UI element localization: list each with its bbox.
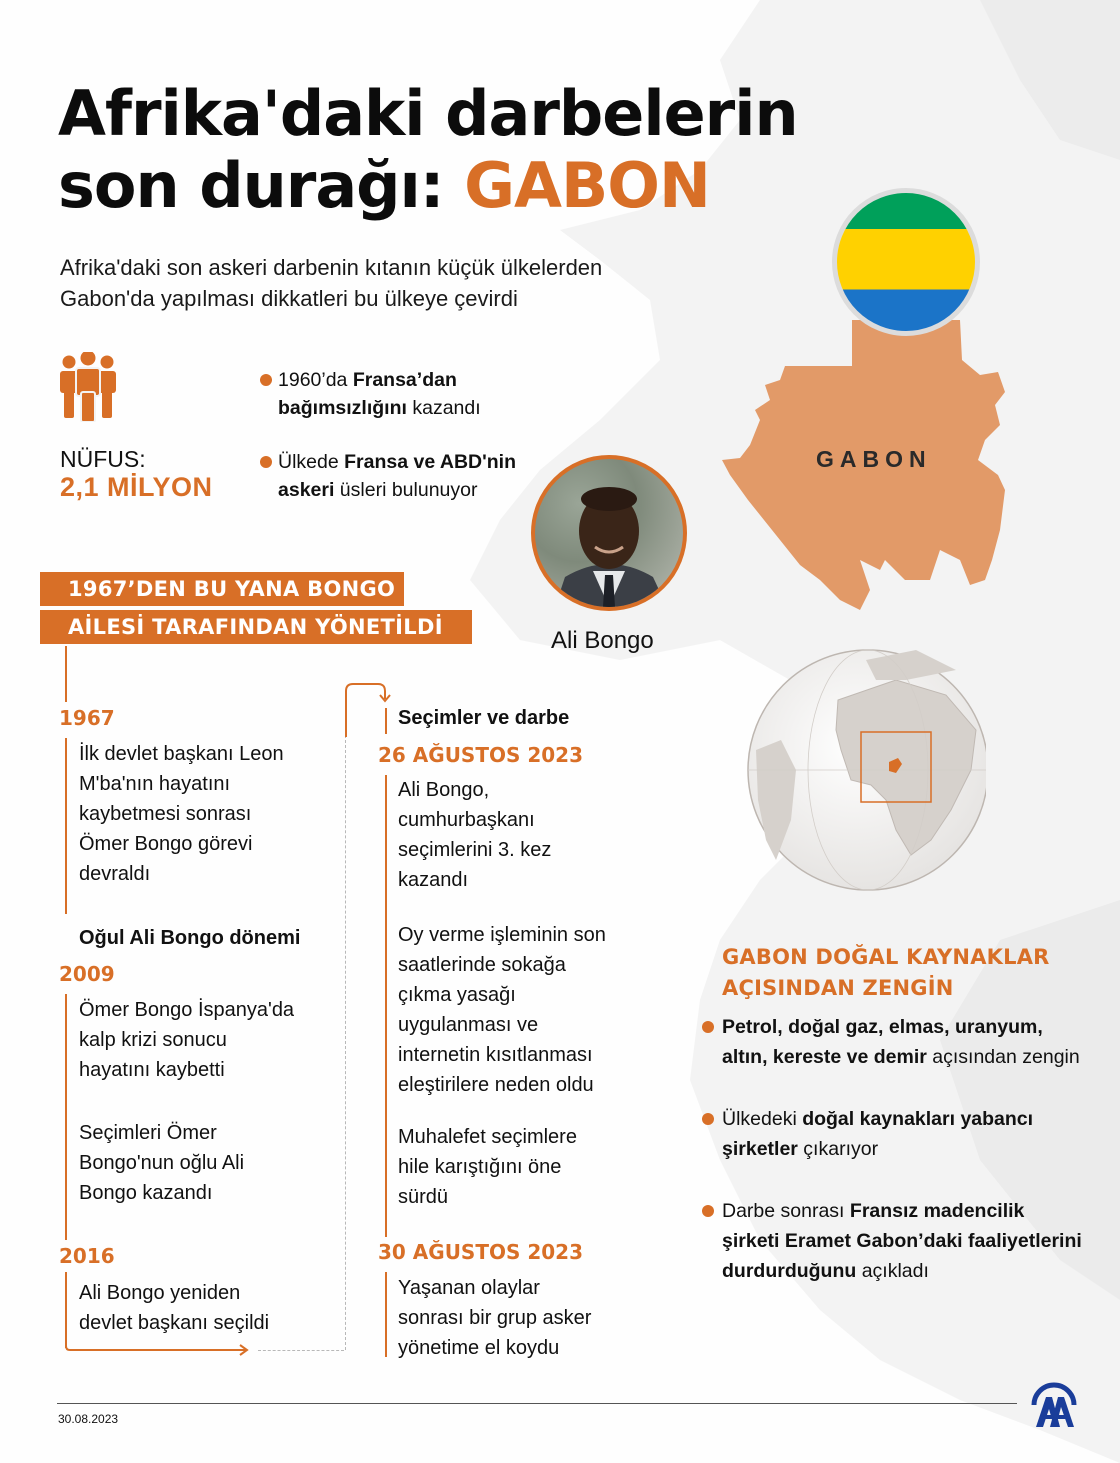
event-2009-b: Seçimleri Ömer Bongo'nun oğlu Ali Bongo kazandı <box>79 1122 245 1204</box>
year-2009: 2009 <box>59 962 115 986</box>
timeline-line <box>65 994 67 1240</box>
population-label: NÜFUS: <box>60 446 146 472</box>
event-30-aug: Yaşanan olaylar sonrası bir grup asker yönetime el koydu <box>398 1277 592 1359</box>
event-26-aug-a: Ali Bongo, cumhurbaşkanı seçimlerini 3. kez kazandı <box>398 779 552 891</box>
resource-item: Ülkedeki doğal kaynakları yabancı şirketler çıkarıyor <box>702 1104 1082 1164</box>
ali-bongo-portrait <box>531 455 687 611</box>
footer-date: 30.08.2023 <box>58 1412 119 1426</box>
aa-logo-icon <box>1030 1379 1078 1429</box>
bullet-dot <box>702 1205 714 1217</box>
portrait-caption: Ali Bongo <box>551 627 654 654</box>
fact-item: Ülkede Fransa ve ABD'nin askeri üsleri bulunuyor <box>258 448 528 504</box>
title-line1: Afrika'daki darbelerin <box>58 77 798 150</box>
people-group-icon <box>57 352 119 422</box>
dashed-connector <box>345 735 346 1350</box>
event-2009-a: Ömer Bongo İspanya'da kalp krizi sonucu hayatını kaybetti <box>79 999 295 1081</box>
date-30-aug: 30 AĞUSTOS 2023 <box>378 1240 584 1264</box>
year-1967: 1967 <box>59 706 115 730</box>
event-26-aug-b: Oy verme işleminin son saatlerinde sokağa çıkma yasağı uygulanması ve internetin kısıtlanması eleştirilere neden oldu <box>398 924 606 1096</box>
resource-item: Petrol, doğal gaz, elmas, uranyum, altın, kereste ve demir açısından zengin <box>702 1012 1082 1072</box>
year-2016: 2016 <box>59 1244 115 1268</box>
person-photo-icon <box>535 459 683 607</box>
resource-item: Darbe sonrası Fransız madencilik şirketi Eramet Gabon’daki faaliyetlerini durdurduğunu açıkladı <box>702 1196 1082 1286</box>
gabon-flag-icon <box>832 188 980 336</box>
section-heading: Seçimler ve darbe <box>398 707 570 729</box>
banner-line2: AİLESİ TARAFINDAN YÖNETİLDİ <box>40 610 472 644</box>
map-country-label: GABON <box>816 446 932 472</box>
event-26-aug-c: Muhalefet seçimlere hile karıştığını öne sürdü <box>398 1126 577 1208</box>
bullet-dot <box>260 374 272 386</box>
section-heading: Oğul Ali Bongo dönemi <box>79 927 301 949</box>
title-line2: son durağı: GABON <box>58 149 710 222</box>
bullet-dot <box>702 1021 714 1033</box>
arrow-right-icon <box>64 1336 254 1356</box>
bullet-dot <box>702 1113 714 1125</box>
resources-title: GABON DOĞAL KAYNAKLAR AÇISINDAN ZENGİN <box>722 945 1050 1000</box>
banner-line1: 1967’DEN BU YANA BONGO <box>40 572 404 606</box>
footer-divider <box>57 1403 1017 1404</box>
facts-list <box>258 366 528 530</box>
timeline-line <box>65 646 67 702</box>
fact-item: 1960’da Fransa’dan bağımsızlığını kazandı <box>258 366 528 422</box>
timeline-line <box>385 708 387 734</box>
event-1967: İlk devlet başkanı Leon M'ba'nın hayatını kaybetmesi sonrası Ömer Bongo görevi devraldı <box>79 743 284 885</box>
title-accent: GABON <box>464 149 710 222</box>
dashed-connector <box>258 1350 344 1351</box>
subtitle: Afrika'daki son askeri darbenin kıtanın küçük ülkelerden Gabon'da yapılması dikkatleri bu ülkeye çevirdi <box>60 255 603 311</box>
event-2016: Ali Bongo yeniden devlet başkanı seçildi <box>79 1282 270 1334</box>
timeline-line <box>65 738 67 914</box>
globe-locator-icon <box>746 640 986 900</box>
timeline-line <box>385 1272 387 1357</box>
population-value: 2,1 MİLYON <box>60 472 213 502</box>
resources-list <box>702 1012 1082 1318</box>
date-26-aug: 26 AĞUSTOS 2023 <box>378 743 584 767</box>
page-title <box>58 78 798 222</box>
timeline-line <box>385 775 387 1237</box>
bullet-dot <box>260 456 272 468</box>
